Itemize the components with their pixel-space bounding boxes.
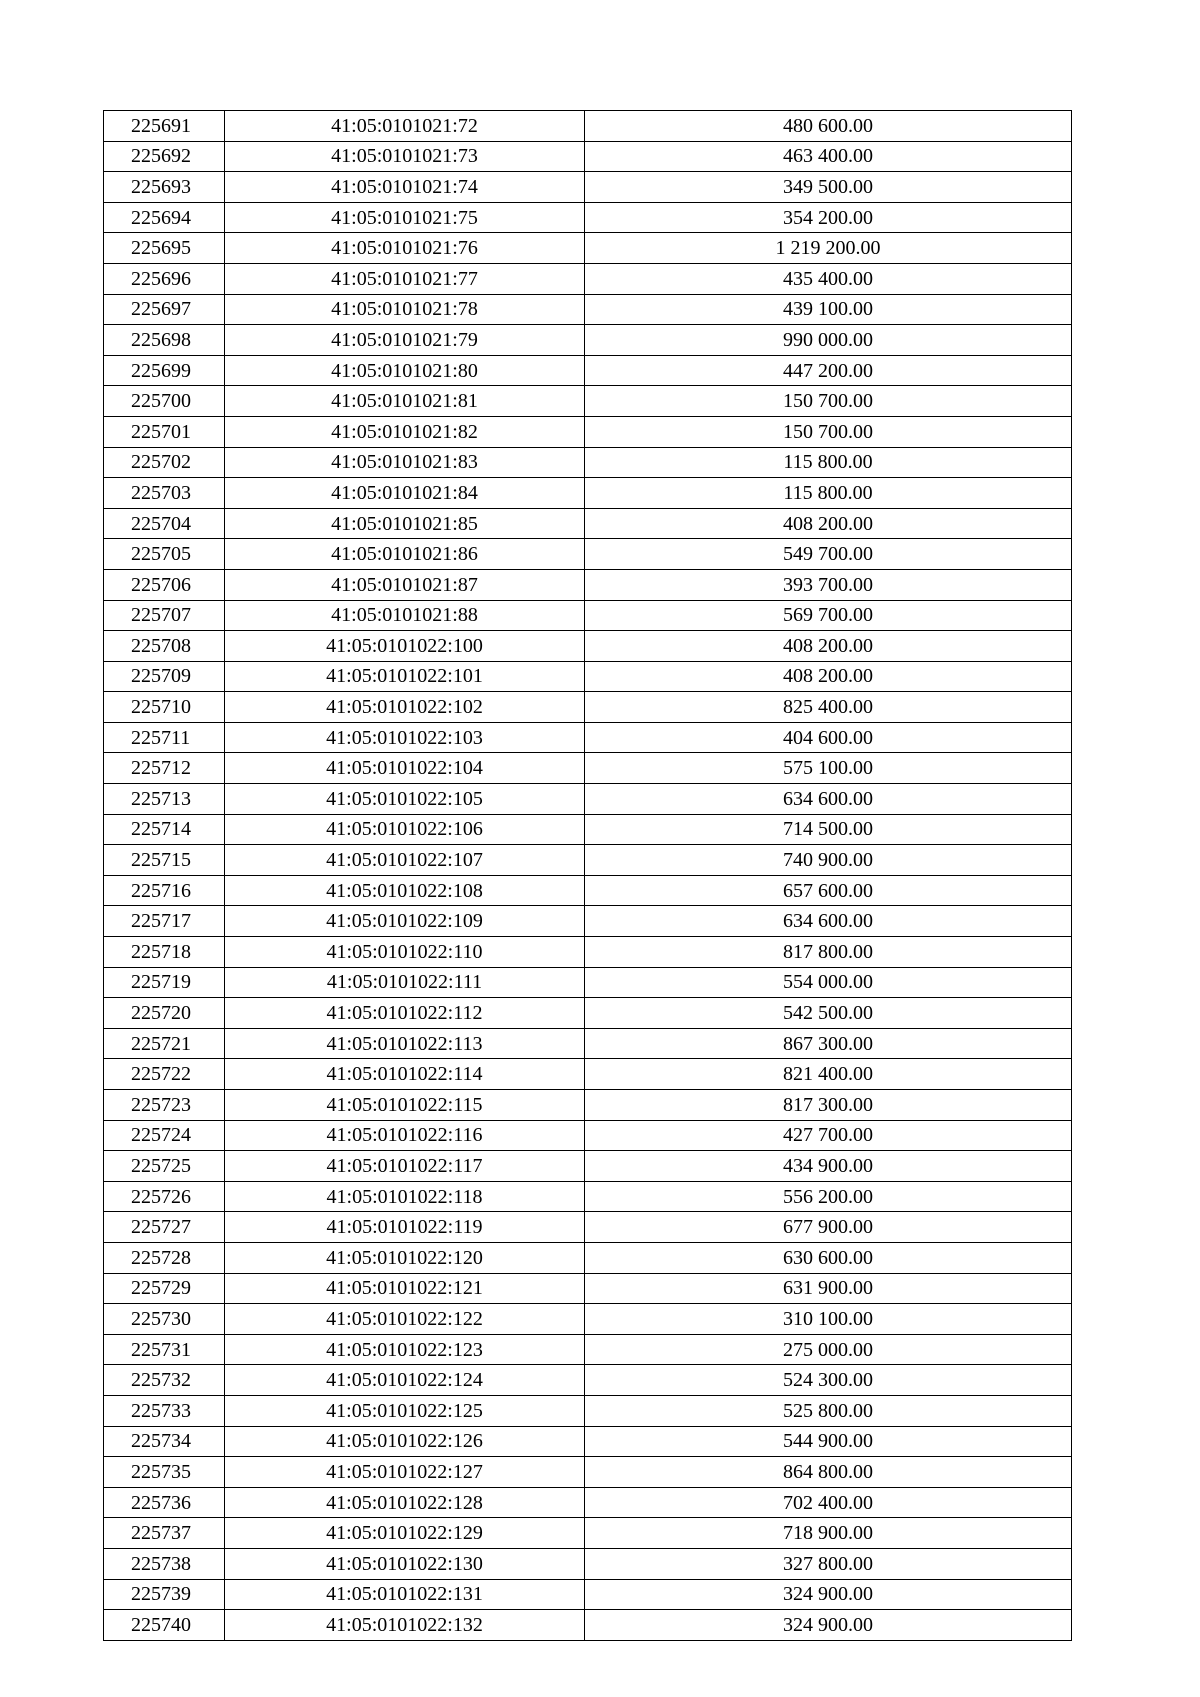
cadastral-value-cell: 324 900.00 [585, 1610, 1072, 1641]
table-row [104, 600, 1072, 631]
row-number-cell: 225707 [104, 600, 225, 631]
cadastral-number-cell: 41:05:0101021:80 [225, 355, 585, 386]
cadastral-value-cell: 825 400.00 [585, 692, 1072, 723]
row-number-cell: 225699 [104, 355, 225, 386]
row-number-cell: 225740 [104, 1610, 225, 1641]
row-number-cell: 225708 [104, 631, 225, 662]
cadastral-number-cell: 41:05:0101022:124 [225, 1365, 585, 1396]
cadastral-number-cell: 41:05:0101022:126 [225, 1426, 585, 1457]
cadastral-number-cell: 41:05:0101022:118 [225, 1181, 585, 1212]
row-number-cell: 225714 [104, 814, 225, 845]
row-number-cell: 225695 [104, 233, 225, 264]
row-number-cell: 225710 [104, 692, 225, 723]
cadastral-number-cell: 41:05:0101021:74 [225, 172, 585, 203]
row-number-cell: 225701 [104, 416, 225, 447]
cadastral-number-cell: 41:05:0101022:107 [225, 845, 585, 876]
cadastral-number-cell: 41:05:0101021:88 [225, 600, 585, 631]
row-number-cell: 225730 [104, 1304, 225, 1335]
table-row [104, 202, 1072, 233]
cadastral-number-cell: 41:05:0101021:78 [225, 294, 585, 325]
table-row [104, 1548, 1072, 1579]
cadastral-value-cell: 544 900.00 [585, 1426, 1072, 1457]
table-row [104, 845, 1072, 876]
table-row [104, 263, 1072, 294]
cadastral-value-cell: 677 900.00 [585, 1212, 1072, 1243]
cadastral-number-cell: 41:05:0101022:120 [225, 1242, 585, 1273]
cadastral-value-cell: 393 700.00 [585, 569, 1072, 600]
cadastral-number-cell: 41:05:0101022:131 [225, 1579, 585, 1610]
cadastral-value-cell: 115 800.00 [585, 447, 1072, 478]
cadastral-value-cell: 447 200.00 [585, 355, 1072, 386]
row-number-cell: 225729 [104, 1273, 225, 1304]
cadastral-number-cell: 41:05:0101022:132 [225, 1610, 585, 1641]
row-number-cell: 225698 [104, 325, 225, 356]
cadastral-number-cell: 41:05:0101022:105 [225, 784, 585, 815]
cadastral-value-cell: 542 500.00 [585, 998, 1072, 1029]
cadastral-value-cell: 864 800.00 [585, 1457, 1072, 1488]
table-row [104, 998, 1072, 1029]
row-number-cell: 225721 [104, 1028, 225, 1059]
cadastral-value-cell: 434 900.00 [585, 1151, 1072, 1182]
row-number-cell: 225717 [104, 906, 225, 937]
cadastral-number-cell: 41:05:0101022:110 [225, 937, 585, 968]
cadastral-number-cell: 41:05:0101022:128 [225, 1487, 585, 1518]
row-number-cell: 225737 [104, 1518, 225, 1549]
row-number-cell: 225720 [104, 998, 225, 1029]
cadastral-number-cell: 41:05:0101022:113 [225, 1028, 585, 1059]
row-number-cell: 225705 [104, 539, 225, 570]
row-number-cell: 225700 [104, 386, 225, 417]
row-number-cell: 225738 [104, 1548, 225, 1579]
cadastral-value-cell: 702 400.00 [585, 1487, 1072, 1518]
cadastral-value-cell: 150 700.00 [585, 386, 1072, 417]
cadastral-number-cell: 41:05:0101022:106 [225, 814, 585, 845]
table-row [104, 1365, 1072, 1396]
cadastral-number-cell: 41:05:0101022:129 [225, 1518, 585, 1549]
row-number-cell: 225703 [104, 478, 225, 509]
table-row [104, 508, 1072, 539]
row-number-cell: 225727 [104, 1212, 225, 1243]
cadastral-number-cell: 41:05:0101022:109 [225, 906, 585, 937]
row-number-cell: 225693 [104, 172, 225, 203]
table-row [104, 1334, 1072, 1365]
cadastral-value-cell: 327 800.00 [585, 1548, 1072, 1579]
row-number-cell: 225711 [104, 722, 225, 753]
cadastral-number-cell: 41:05:0101021:84 [225, 478, 585, 509]
cadastral-number-cell: 41:05:0101022:104 [225, 753, 585, 784]
cadastral-value-cell: 480 600.00 [585, 111, 1072, 142]
cadastral-value-cell: 435 400.00 [585, 263, 1072, 294]
row-number-cell: 225718 [104, 937, 225, 968]
table-row [104, 906, 1072, 937]
row-number-cell: 225713 [104, 784, 225, 815]
cadastral-value-cell: 525 800.00 [585, 1395, 1072, 1426]
cadastral-number-cell: 41:05:0101022:115 [225, 1090, 585, 1121]
row-number-cell: 225732 [104, 1365, 225, 1396]
cadastral-value-cell: 275 000.00 [585, 1334, 1072, 1365]
cadastral-value-cell: 404 600.00 [585, 722, 1072, 753]
cadastral-value-cell: 408 200.00 [585, 631, 1072, 662]
cadastral-value-cell: 463 400.00 [585, 141, 1072, 172]
table-row [104, 294, 1072, 325]
cadastral-number-cell: 41:05:0101021:82 [225, 416, 585, 447]
cadastral-number-cell: 41:05:0101021:83 [225, 447, 585, 478]
cadastral-number-cell: 41:05:0101022:116 [225, 1120, 585, 1151]
table-row [104, 1426, 1072, 1457]
cadastral-number-cell: 41:05:0101022:130 [225, 1548, 585, 1579]
row-number-cell: 225731 [104, 1334, 225, 1365]
cadastral-number-cell: 41:05:0101021:79 [225, 325, 585, 356]
table-row [104, 172, 1072, 203]
cadastral-number-cell: 41:05:0101022:125 [225, 1395, 585, 1426]
table-row [104, 1181, 1072, 1212]
row-number-cell: 225696 [104, 263, 225, 294]
cadastral-value-cell: 439 100.00 [585, 294, 1072, 325]
cadastral-value-cell: 554 000.00 [585, 967, 1072, 998]
table-row [104, 967, 1072, 998]
cadastral-number-cell: 41:05:0101022:122 [225, 1304, 585, 1335]
table-row [104, 478, 1072, 509]
table-row [104, 1059, 1072, 1090]
cadastral-number-cell: 41:05:0101021:76 [225, 233, 585, 264]
row-number-cell: 225715 [104, 845, 225, 876]
table-row [104, 1457, 1072, 1488]
table-row [104, 661, 1072, 692]
table-row [104, 1120, 1072, 1151]
cadastral-value-cell: 354 200.00 [585, 202, 1072, 233]
cadastral-number-cell: 41:05:0101021:81 [225, 386, 585, 417]
cadastral-number-cell: 41:05:0101022:108 [225, 875, 585, 906]
table-row [104, 111, 1072, 142]
row-number-cell: 225728 [104, 1242, 225, 1273]
row-number-cell: 225736 [104, 1487, 225, 1518]
cadastral-value-cell: 1 219 200.00 [585, 233, 1072, 264]
row-number-cell: 225694 [104, 202, 225, 233]
table-row [104, 325, 1072, 356]
cadastral-value-cell: 714 500.00 [585, 814, 1072, 845]
table-row [104, 1579, 1072, 1610]
cadastral-value-cell: 634 600.00 [585, 784, 1072, 815]
cadastral-value-cell: 324 900.00 [585, 1579, 1072, 1610]
cadastral-value-cell: 150 700.00 [585, 416, 1072, 447]
row-number-cell: 225716 [104, 875, 225, 906]
table-row [104, 1028, 1072, 1059]
cadastral-number-cell: 41:05:0101021:85 [225, 508, 585, 539]
cadastral-value-cell: 657 600.00 [585, 875, 1072, 906]
table-row [104, 875, 1072, 906]
table-body [104, 111, 1072, 1641]
row-number-cell: 225726 [104, 1181, 225, 1212]
row-number-cell: 225712 [104, 753, 225, 784]
table-row [104, 233, 1072, 264]
row-number-cell: 225709 [104, 661, 225, 692]
cadastral-number-cell: 41:05:0101022:119 [225, 1212, 585, 1243]
row-number-cell: 225702 [104, 447, 225, 478]
cadastral-number-cell: 41:05:0101022:100 [225, 631, 585, 662]
cadastral-number-cell: 41:05:0101021:73 [225, 141, 585, 172]
cadastral-value-cell: 115 800.00 [585, 478, 1072, 509]
row-number-cell: 225734 [104, 1426, 225, 1457]
table-row [104, 1242, 1072, 1273]
cadastral-value-cell: 817 800.00 [585, 937, 1072, 968]
row-number-cell: 225725 [104, 1151, 225, 1182]
table-row [104, 631, 1072, 662]
cadastral-value-cell: 630 600.00 [585, 1242, 1072, 1273]
cadastral-value-table [103, 110, 1072, 1641]
cadastral-number-cell: 41:05:0101022:114 [225, 1059, 585, 1090]
row-number-cell: 225692 [104, 141, 225, 172]
table-row [104, 416, 1072, 447]
cadastral-number-cell: 41:05:0101022:127 [225, 1457, 585, 1488]
cadastral-number-cell: 41:05:0101022:111 [225, 967, 585, 998]
table-row [104, 1273, 1072, 1304]
row-number-cell: 225733 [104, 1395, 225, 1426]
cadastral-value-cell: 867 300.00 [585, 1028, 1072, 1059]
table-row [104, 1610, 1072, 1641]
row-number-cell: 225704 [104, 508, 225, 539]
cadastral-number-cell: 41:05:0101022:117 [225, 1151, 585, 1182]
row-number-cell: 225723 [104, 1090, 225, 1121]
cadastral-number-cell: 41:05:0101022:102 [225, 692, 585, 723]
cadastral-value-cell: 990 000.00 [585, 325, 1072, 356]
cadastral-value-cell: 634 600.00 [585, 906, 1072, 937]
table-row [104, 1212, 1072, 1243]
cadastral-value-cell: 821 400.00 [585, 1059, 1072, 1090]
cadastral-value-cell: 718 900.00 [585, 1518, 1072, 1549]
cadastral-value-cell: 631 900.00 [585, 1273, 1072, 1304]
cadastral-number-cell: 41:05:0101021:72 [225, 111, 585, 142]
row-number-cell: 225697 [104, 294, 225, 325]
cadastral-number-cell: 41:05:0101022:101 [225, 661, 585, 692]
cadastral-number-cell: 41:05:0101021:87 [225, 569, 585, 600]
cadastral-value-cell: 310 100.00 [585, 1304, 1072, 1335]
cadastral-value-cell: 427 700.00 [585, 1120, 1072, 1151]
cadastral-value-cell: 575 100.00 [585, 753, 1072, 784]
row-number-cell: 225724 [104, 1120, 225, 1151]
table-row [104, 355, 1072, 386]
table-row [104, 539, 1072, 570]
table-row [104, 1090, 1072, 1121]
table-row [104, 1395, 1072, 1426]
cadastral-value-cell: 569 700.00 [585, 600, 1072, 631]
table-row [104, 1518, 1072, 1549]
cadastral-value-cell: 408 200.00 [585, 508, 1072, 539]
cadastral-number-cell: 41:05:0101022:103 [225, 722, 585, 753]
row-number-cell: 225719 [104, 967, 225, 998]
table-row [104, 141, 1072, 172]
cadastral-value-cell: 817 300.00 [585, 1090, 1072, 1121]
row-number-cell: 225691 [104, 111, 225, 142]
table-row [104, 1487, 1072, 1518]
table-row [104, 814, 1072, 845]
cadastral-value-cell: 349 500.00 [585, 172, 1072, 203]
table-row [104, 1304, 1072, 1335]
cadastral-value-cell: 408 200.00 [585, 661, 1072, 692]
cadastral-value-cell: 740 900.00 [585, 845, 1072, 876]
cadastral-number-cell: 41:05:0101022:112 [225, 998, 585, 1029]
table-row [104, 1151, 1072, 1182]
cadastral-value-cell: 549 700.00 [585, 539, 1072, 570]
row-number-cell: 225739 [104, 1579, 225, 1610]
cadastral-number-cell: 41:05:0101021:86 [225, 539, 585, 570]
cadastral-number-cell: 41:05:0101022:123 [225, 1334, 585, 1365]
table-row [104, 937, 1072, 968]
cadastral-number-cell: 41:05:0101022:121 [225, 1273, 585, 1304]
table-row [104, 722, 1072, 753]
table-row [104, 753, 1072, 784]
table-row [104, 569, 1072, 600]
row-number-cell: 225735 [104, 1457, 225, 1488]
cadastral-value-cell: 524 300.00 [585, 1365, 1072, 1396]
table-row [104, 784, 1072, 815]
cadastral-number-cell: 41:05:0101021:75 [225, 202, 585, 233]
cadastral-number-cell: 41:05:0101021:77 [225, 263, 585, 294]
row-number-cell: 225706 [104, 569, 225, 600]
cadastral-value-cell: 556 200.00 [585, 1181, 1072, 1212]
table-row [104, 447, 1072, 478]
row-number-cell: 225722 [104, 1059, 225, 1090]
table-row [104, 692, 1072, 723]
table-row [104, 386, 1072, 417]
